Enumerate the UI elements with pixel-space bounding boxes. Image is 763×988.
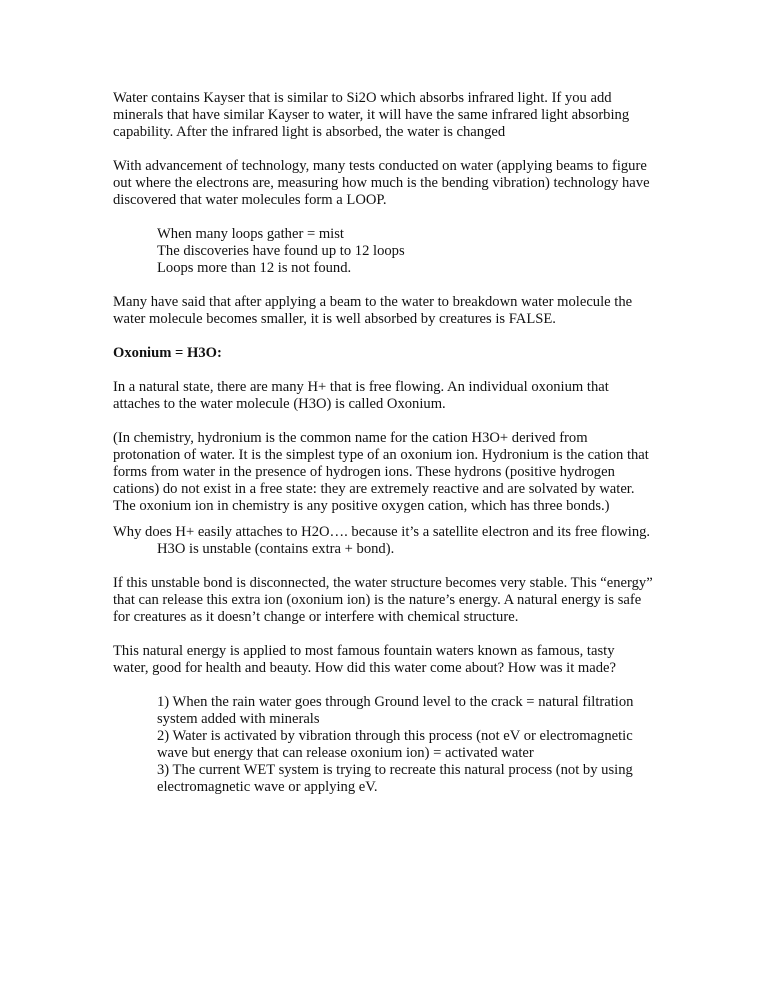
document-page [113,90,653,796]
step-item: 3) The current WET system is trying to recreate this natural process (not by using electromagnetic wave or applying eV. [157,762,633,795]
loop-item: When many loops gather = mist [157,226,344,242]
paragraph-chemistry: (In chemistry, hydronium is the common name for the cation H3O+ derived from protonation of water. It is the simplest type of an oxonium ion. Hydronium is the cation that forms from water in the presence of hydrogen ions. These hydrons (positive hydrogen cations) do not exist in a free state: they are extremely reactive and are solvated by water. The oxonium ion in chemistry is any positive oxygen cation, which has three bonds.) [113,430,649,514]
paragraph-natural-state: In a natural state, there are many H+ that is free flowing. An individual oxonium that attaches to the water molecule (H3O) is called Oxonium. [113,379,609,412]
loop-item: The discoveries have found up to 12 loops [157,243,405,259]
loops-list [113,226,653,277]
loop-item: Loops more than 12 is not found. [157,260,352,276]
paragraph-h3o-unstable: H3O is unstable (contains extra + bond). [157,541,395,557]
paragraph-beam-claim: Many have said that after applying a beam to the water to breakdown water molecule the water molecule becomes smaller, it is well absorbed by creatures is FALSE. [113,294,633,327]
paragraph-fountain-waters: This natural energy is applied to most famous fountain waters known as famous, tasty water, good for health and beauty. How did this water come about? How was it made? [113,643,617,676]
steps-list [113,694,653,796]
paragraph-unstable-bond: If this unstable bond is disconnected, the water structure becomes very stable. This “energy” that can release this extra ion (oxonium ion) is the nature’s energy. A natural energy is safe for creatures as it doesn’t change or interfere with chemical structure. [113,575,653,625]
section-heading-oxonium: Oxonium = H3O: [113,345,222,361]
step-item: 1) When the rain water goes through Ground level to the crack = natural filtration system added with minerals [157,694,634,727]
paragraph-why-h-plus: Why does H+ easily attaches to H2O…. because it’s a satellite electron and its free flowing. [113,524,651,540]
paragraph-technology: With advancement of technology, many tests conducted on water (applying beams to figure out where the electrons are, measuring how much is the bending vibration) technology have discovered that water molecules form a LOOP. [113,158,650,208]
step-item: 2) Water is activated by vibration through this process (not eV or electromagnetic wave but energy that can release oxonium ion) = activated water [157,728,633,761]
paragraph-kayser: Water contains Kayser that is similar to Si2O which absorbs infrared light. If you add minerals that have similar Kayser to water, it will have the same infrared light absorbing capability. After the infrared light is absorbed, the water is changed [113,90,630,140]
